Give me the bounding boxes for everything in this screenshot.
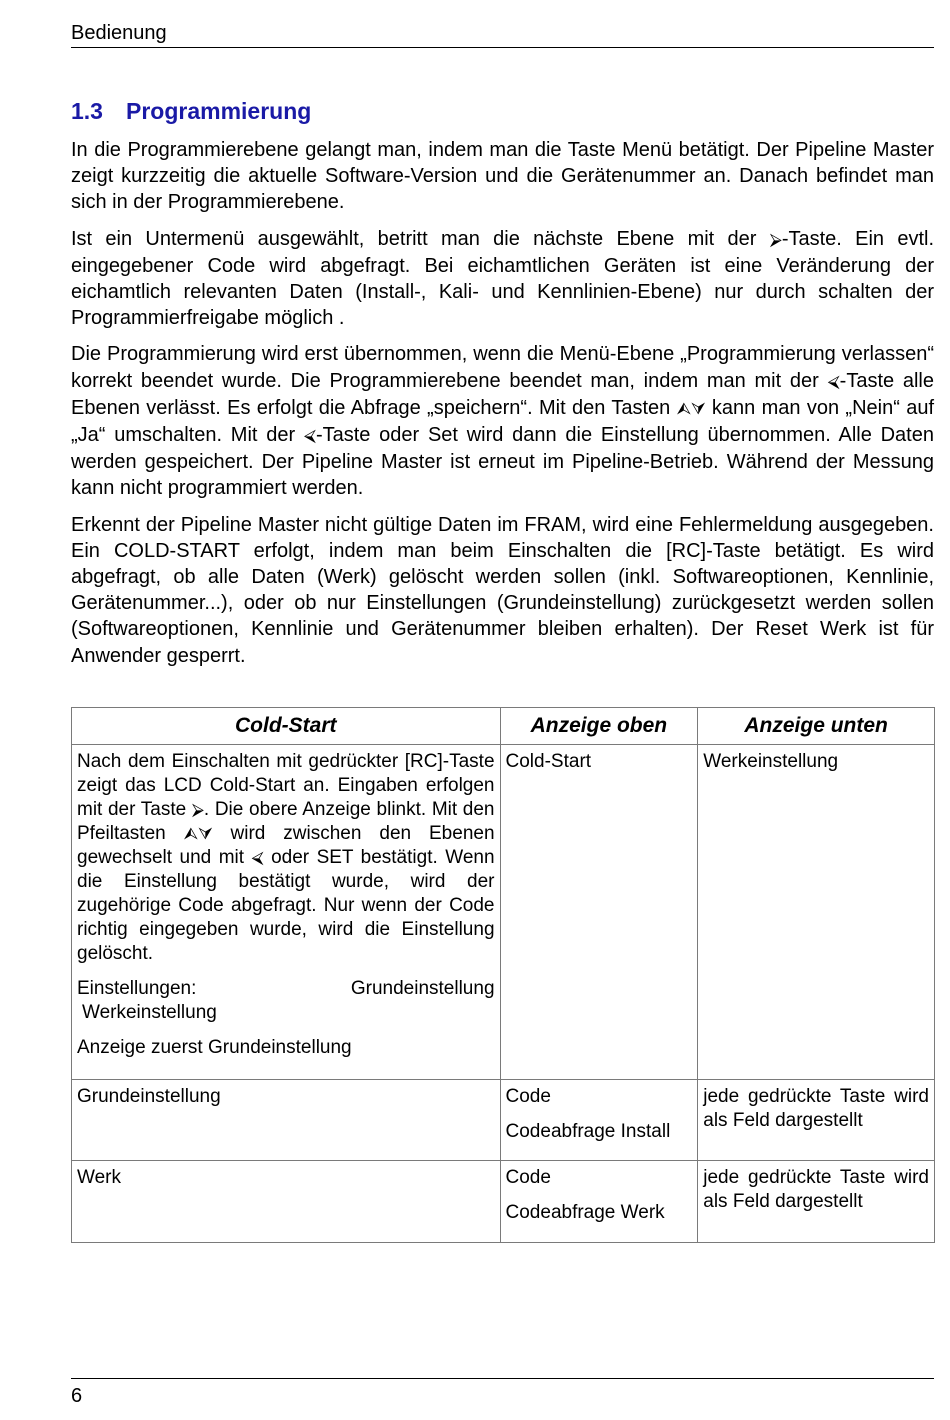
table-header-row — [72, 708, 935, 745]
left-arrow-key-icon: ⮘ — [827, 371, 840, 392]
section-heading — [71, 96, 311, 126]
text-run: oder SET bestätigt. Wenn die Einstellung bestätigt wurde, wird der zugehörige Code abgefragt. Nur wenn der Code richtig eingegeben wurde, wird die Einstellung gelöscht. — [77, 847, 495, 964]
display-note: Anzeige zuerst Grundeinstellung — [77, 1037, 352, 1058]
table-cell-bottom-display: jede gedrückte Taste wird als Feld dargestellt — [698, 1161, 935, 1243]
display-value: Codeabfrage Werk — [505, 1202, 665, 1223]
paragraph-submenu — [71, 226, 934, 332]
cold-start-table — [71, 707, 935, 1243]
display-value: Codeabfrage Install — [505, 1121, 671, 1142]
text-run: Ist ein Untermenü ausgewählt, betritt man die nächste Ebene mit der — [71, 227, 770, 250]
settings-line — [77, 977, 495, 1001]
table-row — [72, 745, 935, 1080]
table-cell-bottom-display: Werkeinstellung — [698, 745, 935, 1080]
text-run: Die Programmierung wird erst übernommen, wenn die Menü-Ebene „Programmierung verlassen“ korrekt beendet wurde. Die Programmierebene beendet man, indem man mit der — [71, 343, 934, 392]
section-number: 1.3 — [71, 98, 103, 124]
display-value: Code — [505, 1086, 551, 1107]
body-text — [71, 137, 934, 679]
text-run: -Taste. Ein evtl. eingegebener Code wird abgefragt. Bei eichamtlichen Geräten ist eine Veränderung der eichamtlich relevanten Daten (Install-, Kali- und Kennlinien-Ebene) nur durch schalten der Programmierfreigabe möglich . — [71, 227, 934, 330]
table-cell-top-display: Cold-Start — [500, 745, 698, 1080]
left-arrow-key-icon: ⮘ — [303, 426, 316, 447]
table-cell-top-display — [500, 1161, 698, 1243]
text-run: -Taste alle Ebenen verlässt. Es erfolgt die Abfrage „speichern“. Mit den Tasten — [71, 369, 934, 419]
right-arrow-key-icon: ⮚ — [191, 800, 204, 820]
left-arrow-key-icon: ⮘ — [251, 848, 264, 868]
table-cell-description: Grundeinstellung — [72, 1080, 501, 1161]
settings-value: Grundeinstellung — [350, 978, 495, 999]
paragraph-cold-start: Erkennt der Pipeline Master nicht gültige Daten im FRAM, wird eine Fehlermeldung ausgegeben. Ein COLD-START erfolgt, indem man beim Einschalten die [RC]-Taste betätigt. Es wird abgefragt, ob alle Daten (Werk) gelöscht werden sollen (inkl. Softwareoptionen, Kennlinie, Gerätenummer...), oder ob nur Einstellungen (Grundeinstellung) zurückgesetzt werden sollen (Softwareoptionen, Kennlinie und Gerätenummer bleiben erhalten). Der Reset Werk ist für Anwender gesperrt. — [71, 513, 934, 667]
paragraph-exit — [71, 341, 934, 501]
settings-label: Einstellungen: — [77, 978, 197, 999]
settings-value: Werkeinstellung — [82, 1002, 217, 1023]
text-run: -Taste oder Set wird dann die Einstellung übernommen. Alle Daten werden gespeichert. Der Pipeline Master ist erneut im Pipeline-Betrieb. Während der Messung kann nicht programmiert werden. — [71, 424, 934, 500]
cold-start-description — [77, 750, 495, 966]
column-header: Anzeige oben — [500, 708, 698, 745]
column-header: Cold-Start — [72, 708, 501, 745]
settings-block — [77, 977, 495, 1025]
table-cell-description: Werk — [72, 1161, 501, 1243]
page-number: 6 — [71, 1385, 83, 1407]
text-run: . Die obere Anzeige blinkt. Mit den Pfeiltasten — [77, 799, 495, 844]
text-run: Nach dem Einschalten mit gedrückter [RC]-Taste zeigt das LCD Cold-Start an. Eingaben erfolgen mit der Taste — [77, 751, 495, 820]
table-cell-top-display — [500, 1080, 698, 1161]
table-row — [72, 1080, 935, 1161]
table-row — [72, 1161, 935, 1243]
up-down-keys-icon: ⮙⮛ — [183, 824, 213, 844]
page-header: Bedienung — [71, 20, 934, 48]
up-down-keys-icon: ⮙⮛ — [676, 398, 706, 419]
footer-divider — [71, 1378, 934, 1379]
paragraph-intro: In die Programmierebene gelangt man, indem man die Taste Menü betätigt. Der Pipeline Master zeigt kurzzeitig die aktuelle Software-Version und die Gerätenummer an. Danach befindet man sich in der Programmierebene. — [71, 139, 934, 214]
text-run: kann man von „Nein“ auf „Ja“ umschalten. Mit der — [71, 396, 935, 447]
right-arrow-key-icon: ⮚ — [769, 229, 782, 250]
table-cell-bottom-display: jede gedrückte Taste wird als Feld dargestellt — [698, 1080, 935, 1161]
text-run: wird zwischen den Ebenen gewechselt und mit — [77, 823, 495, 868]
display-value: Code — [505, 1167, 551, 1188]
column-header: Anzeige unten — [698, 708, 935, 745]
table-cell-description — [72, 745, 501, 1080]
section-title: Programmierung — [126, 98, 312, 124]
